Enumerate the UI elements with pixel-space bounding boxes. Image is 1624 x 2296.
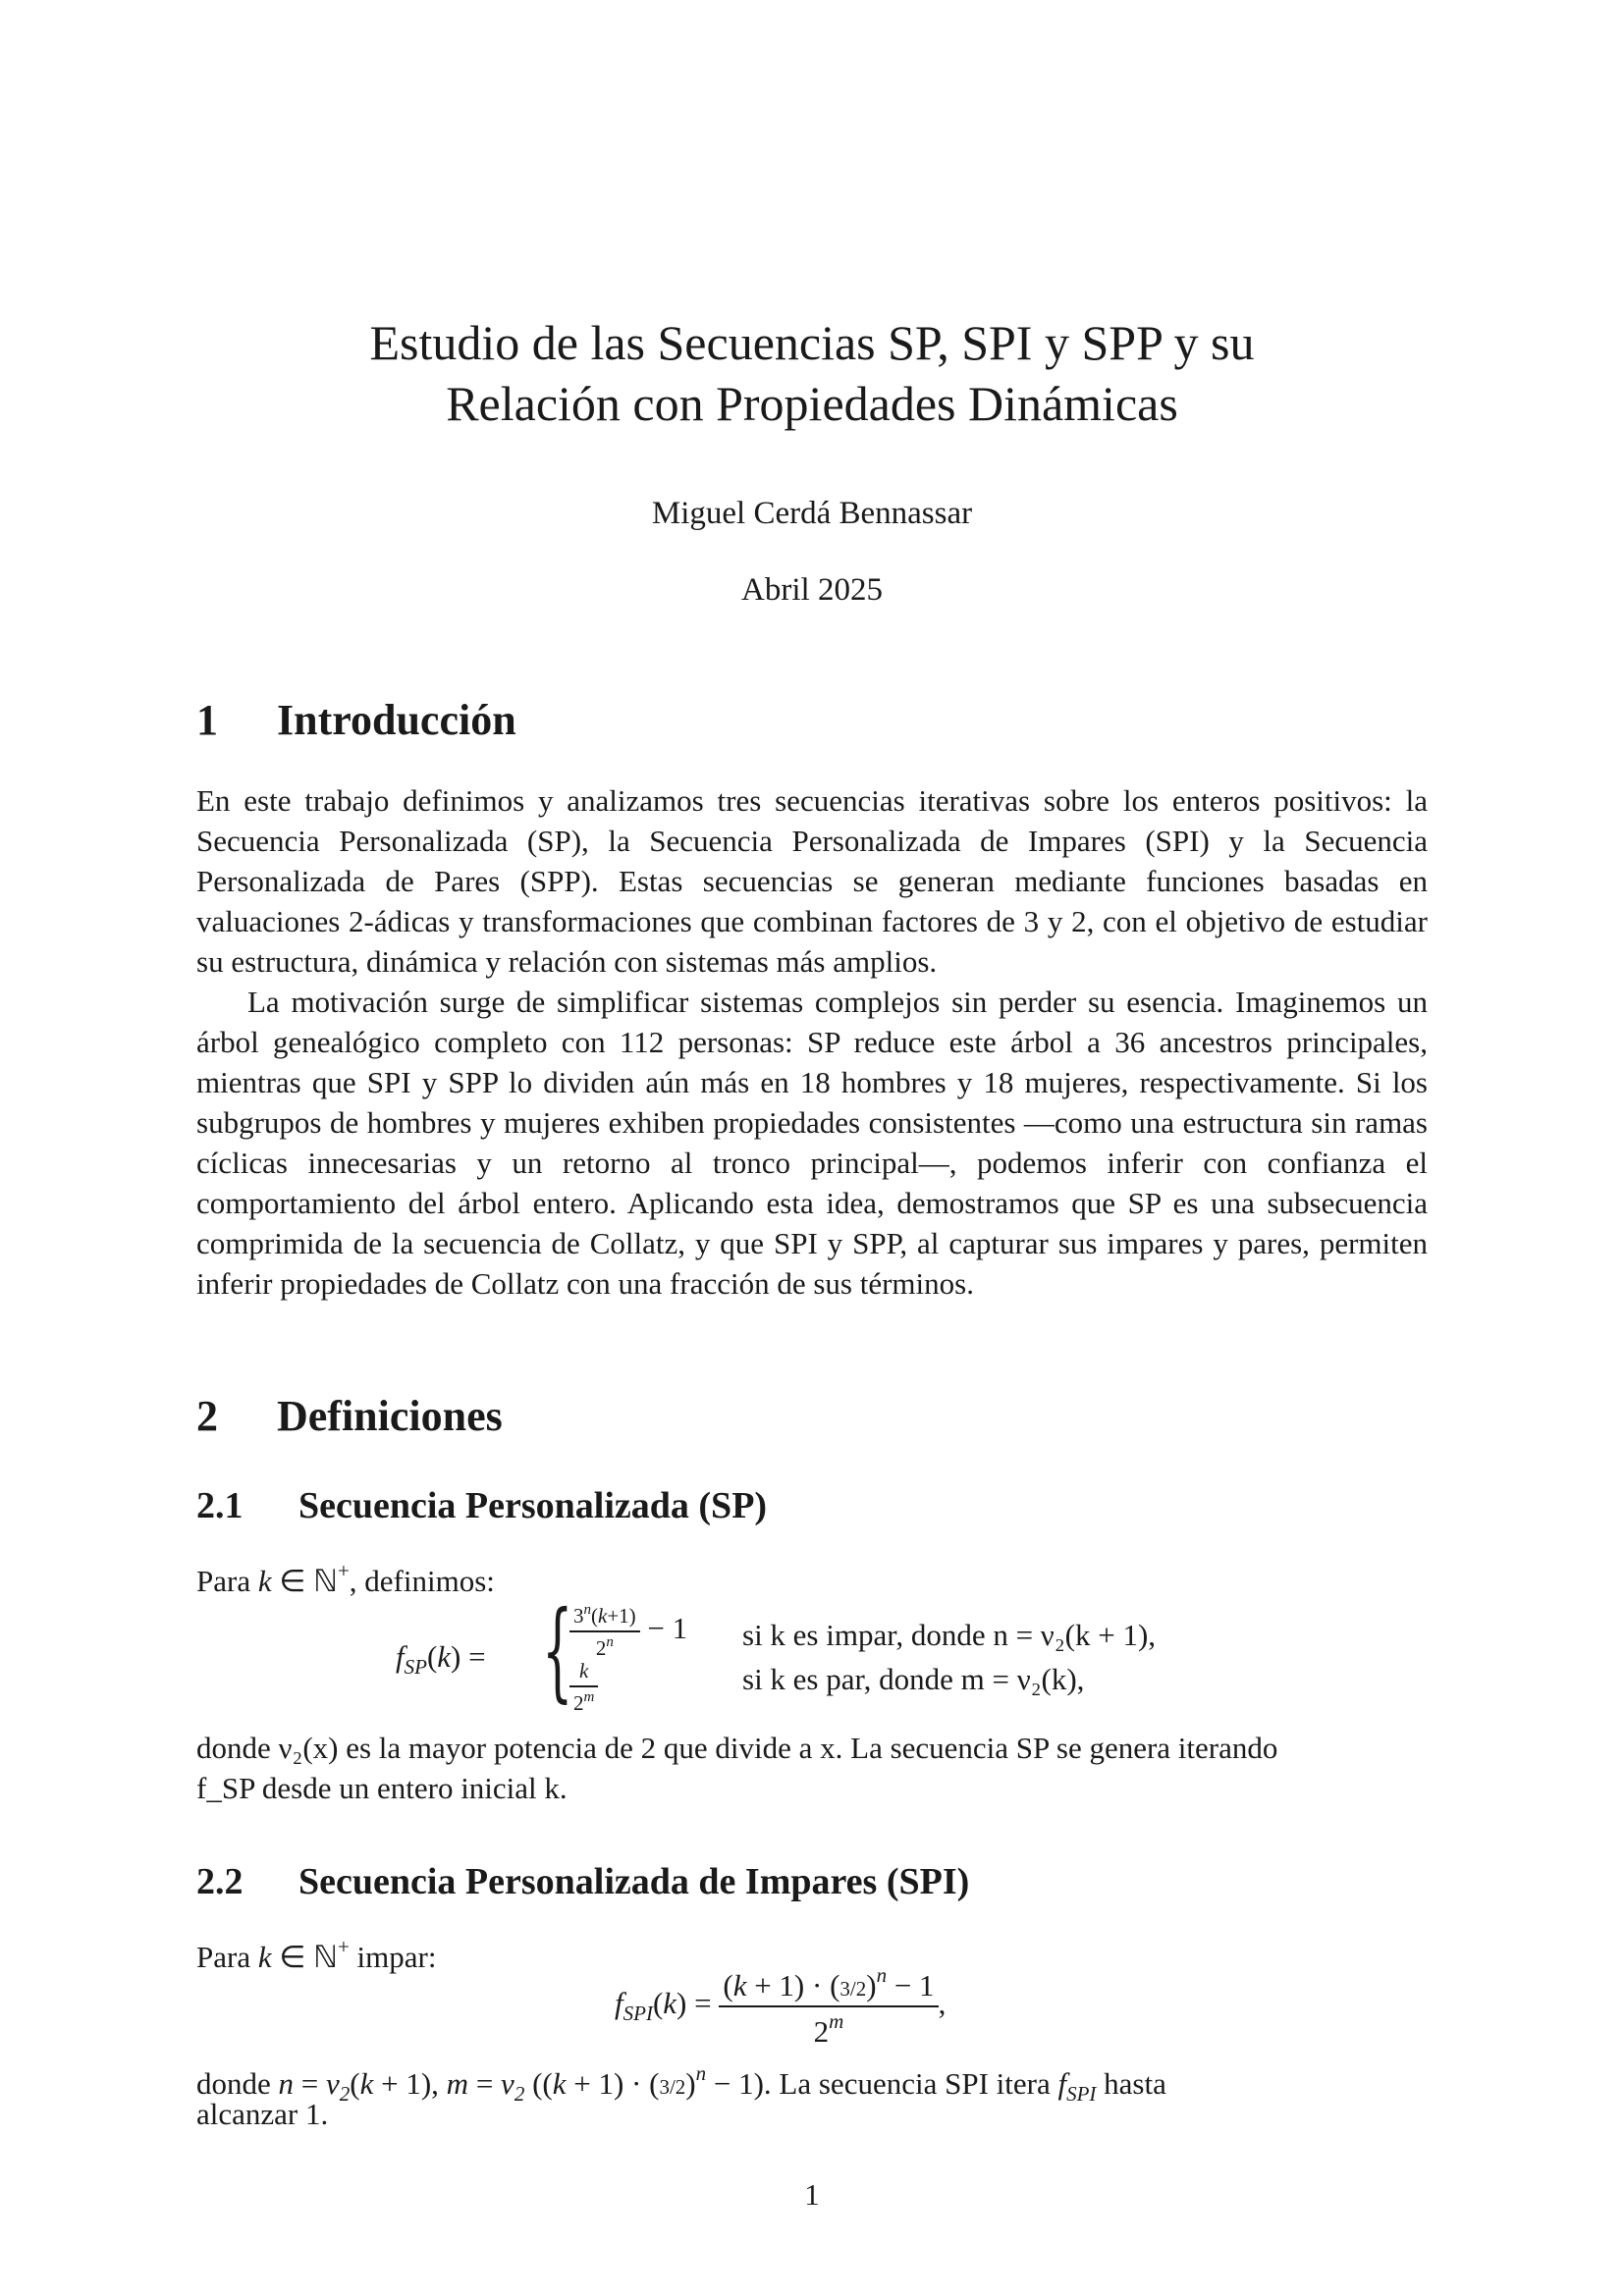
subsection-number: 2.2 <box>196 1861 244 1902</box>
section-1-heading <box>196 695 516 745</box>
subsection-title: Secuencia Personalizada de Impares (SPI) <box>298 1861 970 1902</box>
sp-function-lhs: $f_{SP}(k)$ = <box>396 1639 486 1679</box>
section-number: 2 <box>196 1392 218 1440</box>
section-title: Introducción <box>277 696 516 744</box>
sp-case-even-expr: $\frac{k}{2^m}$ <box>569 1659 598 1716</box>
section-number: 1 <box>196 696 218 744</box>
title-line-2: Relación con Propiedades Dinámicas <box>446 376 1178 431</box>
subsection-2-1-heading <box>196 1484 767 1527</box>
date: Abril 2025 <box>741 572 883 608</box>
intro-paragraph-1: En este trabajo definimos y analizamos tres secuencias iterativas sobre los enteros positivos: la Secuencia Personalizada (SP), la Secuencia Personalizada de Impares (SPI) y la Secuencia Personalizada de Pares (SPP). Estas secuencias se generan mediante funciones basadas en valuaciones 2-ádicas y transformaciones que combinan factores de 3 y 2, con el objetivo de estudiar su estructura, dinámica y relación con sistemas más amplios. <box>196 783 1428 979</box>
sp-case-even-condition: si k es par, donde m = ν₂(k), <box>742 1662 1085 1696</box>
section-2-heading <box>196 1391 503 1441</box>
page-number: 1 <box>804 2177 820 2212</box>
subsection-2-2-heading <box>196 1860 969 1903</box>
spi-after-line-2: alcanzar 1. <box>196 2097 329 2131</box>
sp-intro-line: Para k ∈ ℕ+, definimos: <box>196 1559 495 1598</box>
spi-intro-line: Para k ∈ ℕ+ impar: <box>196 1935 437 1974</box>
sp-case-odd-expr: $\frac{3^n(k+1)}{2^n}$ − 1 <box>569 1602 687 1661</box>
sp-after-line-2: f_SP desde un entero inicial k. <box>196 1771 568 1805</box>
title-line-1: Estudio de las Secuencias SP, SPI y SPP y su <box>369 315 1255 370</box>
subsection-number: 2.1 <box>196 1485 244 1526</box>
subsection-title: Secuencia Personalizada (SP) <box>298 1485 768 1526</box>
section-title: Definiciones <box>277 1392 503 1440</box>
spi-function-formula: $f_{SPI}(k)$ = $\frac{(k + 1) \cdot (3/2)^n - 1}{2^m}$ , <box>615 1963 947 2049</box>
intro-paragraph-2: La motivación surge de simplificar sistemas complejos sin perder su esencia. Imaginemos un árbol genealógico completo con 112 personas: SP reduce este árbol a 36 ancestros principales, mientras que SPI y SPP lo dividen aún más en 18 hombres y 18 mujeres, respectivamente. Si los subgrupos de hombres y mujeres exhiben propiedades consistentes —como una estructura sin ramas cíclicas innecesarias y un retorno al tronco principal—, podemos inferir con confianza el comportamiento del árbol entero. Aplicando esta idea, demostramos que SP es una subsecuencia comprimida de la secuencia de Collatz, y que SPI y SPP, al capturar sus impares y pares, permiten inferir propiedades de Collatz con una fracción de sus términos. <box>196 985 1428 1301</box>
author: Miguel Cerdá Bennassar <box>651 496 973 531</box>
piecewise-brace: { <box>542 1587 573 1713</box>
spi-after-line-1: donde $n = \nu_2(k + 1)$, $m = \nu_2$ $((k + 1) \cdot (3/2)^n - 1)$. La secuencia SPI itera $f_{SPI}$ hasta <box>196 2061 1166 2106</box>
paper-title <box>196 312 1428 434</box>
sp-after-line-1: donde ν₂(x) es la mayor potencia de 2 que divide a x. La secuencia SP se genera iterando <box>196 1731 1278 1765</box>
sp-case-odd-condition: si k es impar, donde n = ν₂(k + 1), <box>742 1618 1157 1652</box>
